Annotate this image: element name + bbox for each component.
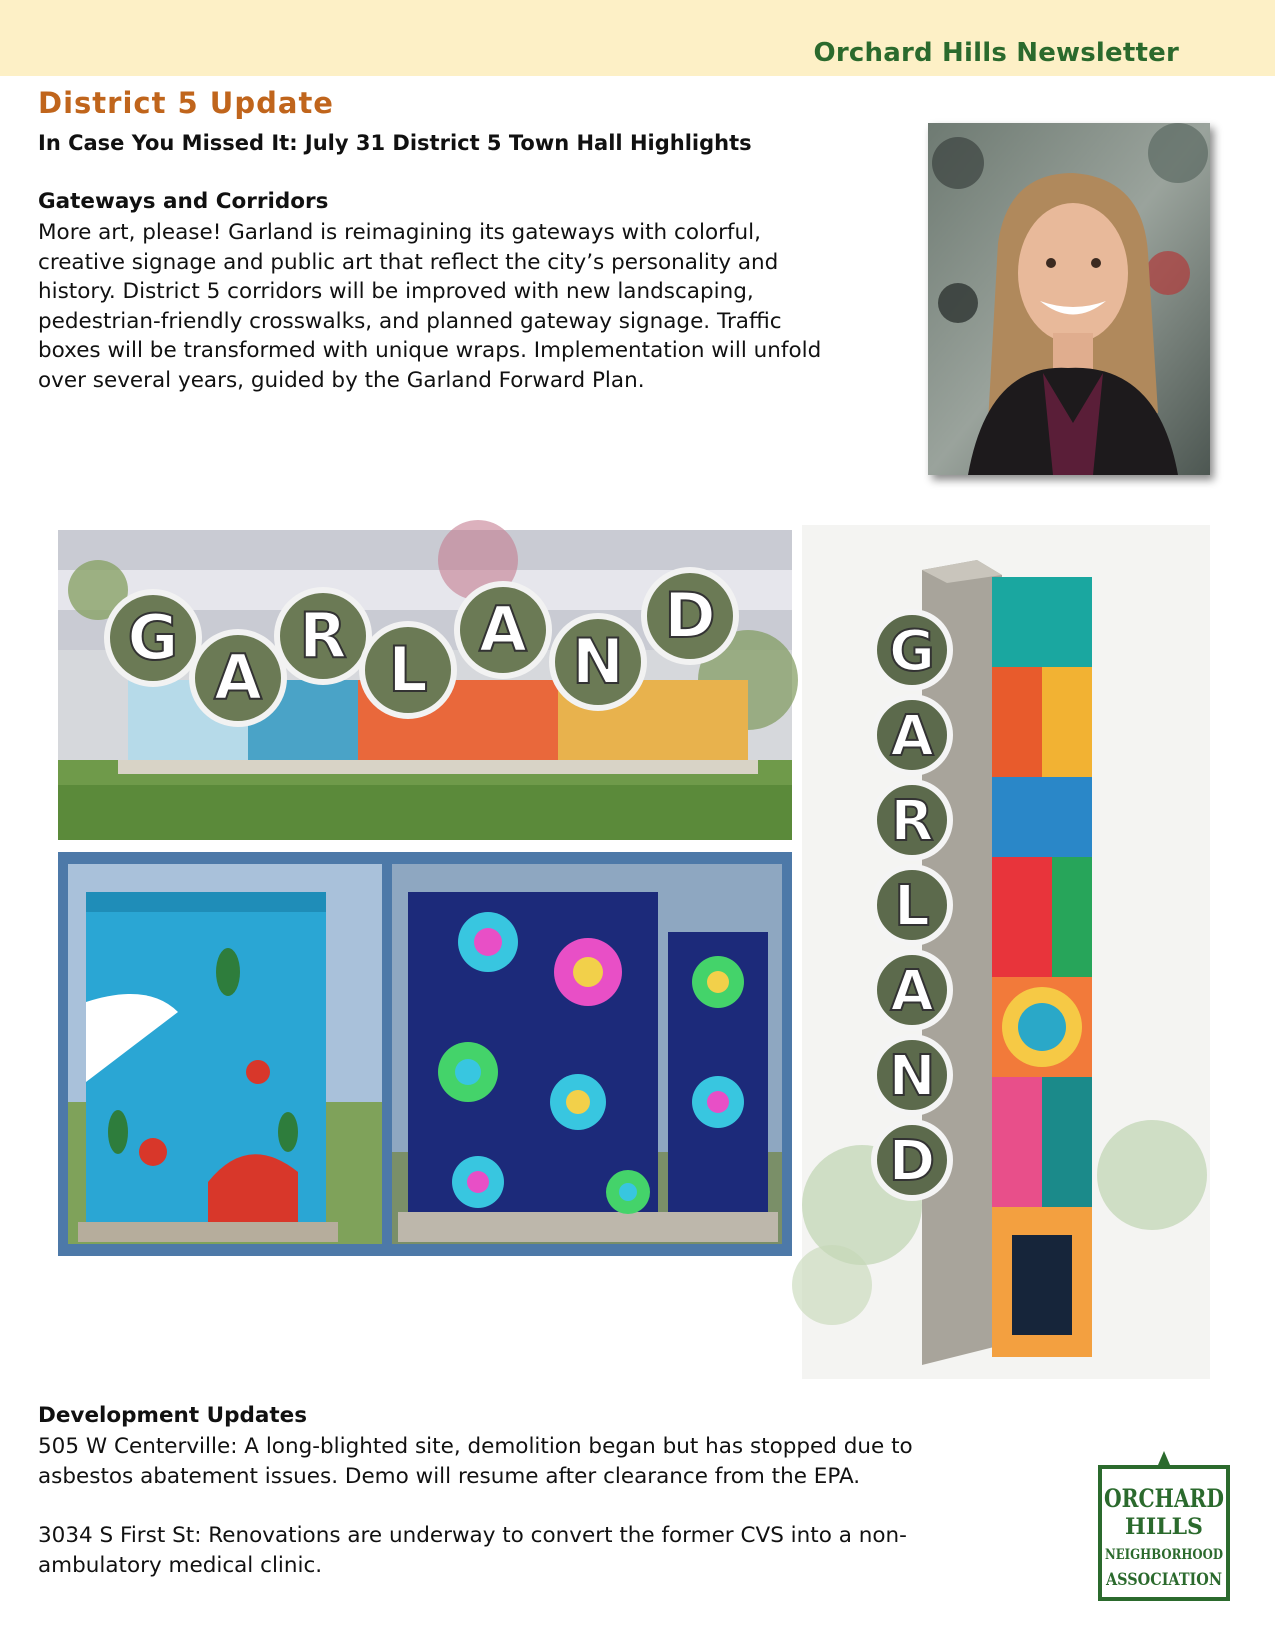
gateways-line: over several years, guided by the Garland Forward Plan. [38, 367, 645, 393]
sign-letter: R [299, 599, 347, 672]
vertical-sign-letter: D [888, 1129, 936, 1194]
traffic-box-wraps-image [58, 852, 792, 1256]
section-title: District 5 Update [38, 86, 334, 120]
orchard-hills-association-logo [1097, 1449, 1231, 1601]
vertical-sign-letter: A [890, 704, 934, 769]
development-line: 3034 S First St: Renovations are underway to convert the former CVS into a non- [38, 1523, 907, 1548]
gateways-line: creative signage and public art that reflect the city’s personality and [38, 249, 779, 275]
development-line: asbestos abatement issues. Demo will resume after clearance from the EPA. [38, 1463, 861, 1489]
development-item-first-st [38, 1521, 907, 1580]
vertical-sign-letter: N [888, 1044, 936, 1109]
sign-letter: L [388, 633, 428, 706]
development-line: 505 W Centerville: A long-blighted site, demolition began but has stopped due to [38, 1434, 913, 1459]
garland-gateway-sign-image [58, 530, 792, 840]
sign-letter: A [479, 593, 527, 666]
logo-orchard-text: ORCHARD [1104, 1484, 1224, 1513]
vertical-sign-letter: A [890, 959, 934, 1024]
councilmember-portrait-photo [928, 123, 1210, 475]
logo-association-text: ASSOCIATION [1105, 1570, 1222, 1590]
gateways-heading: Gateways and Corridors [38, 189, 329, 214]
logo-neighborhood-text: NEIGHBORHOOD [1105, 1547, 1223, 1563]
town-hall-subtitle: In Case You Missed It: July 31 District 5 Town Hall Highlights [38, 131, 752, 155]
sign-letter: A [214, 641, 262, 714]
vertical-sign-letter: L [894, 874, 930, 939]
development-item-centerville [38, 1432, 913, 1491]
sign-letter: N [572, 625, 624, 698]
vertical-sign-letter: R [890, 789, 934, 854]
gateways-line: boxes will be transformed with unique wraps. Implementation will unfold [38, 338, 822, 363]
newsletter-title: Orchard Hills Newsletter [813, 38, 1179, 68]
logo-hills-text: HILLS [1125, 1514, 1203, 1540]
gateways-line: pedestrian-friendly crosswalks, and planned gateway signage. Traffic [38, 308, 782, 334]
development-line: ambulatory medical clinic. [38, 1552, 323, 1578]
vertical-sign-letter: G [889, 619, 935, 684]
garland-vertical-monument-image [802, 525, 1210, 1379]
gateways-line: More art, please! Garland is reimagining its gateways with colorful, [38, 220, 761, 245]
sign-letter: G [127, 601, 179, 674]
sign-letter: D [664, 579, 716, 652]
gateways-line: history. District 5 corridors will be improved with new landscaping, [38, 279, 754, 304]
gateways-paragraph [38, 218, 821, 395]
development-heading: Development Updates [38, 1403, 308, 1428]
